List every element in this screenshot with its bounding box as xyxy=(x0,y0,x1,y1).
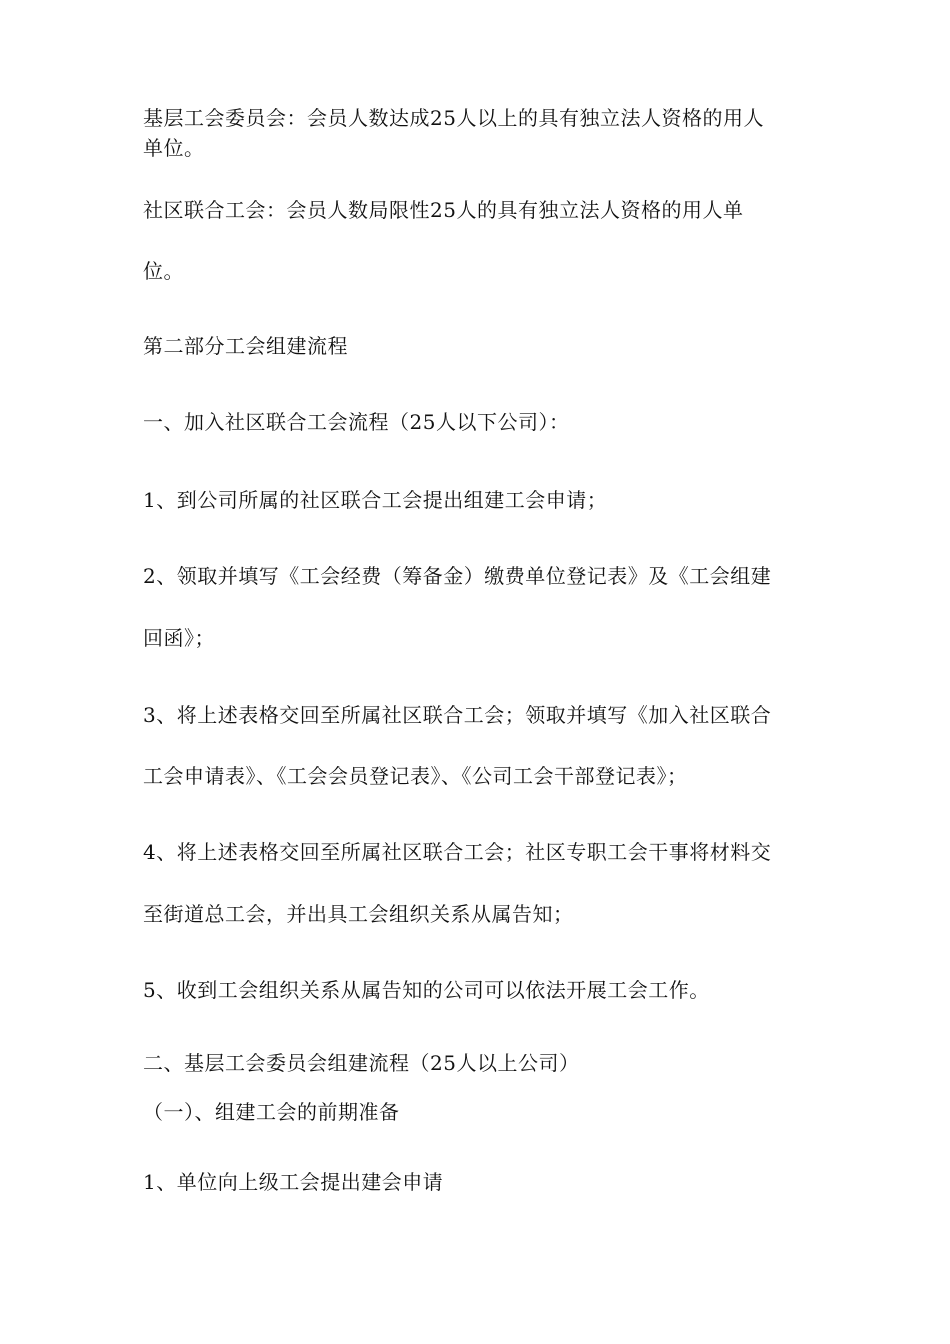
subsection-heading: 二、基层工会委员会组建流程（25人以上公司） xyxy=(143,1051,580,1075)
list-item-continuation: 工会申请表》、《工会会员登记表》、《公司工会干部登记表》； xyxy=(143,764,688,788)
list-item: 4、将上述表格交回至所属社区联合工会；社区专职工会干事将材料交 xyxy=(143,840,772,864)
subsection-heading: 一、加入社区联合工会流程（25人以下公司）： xyxy=(143,410,570,434)
list-item: 5、收到工会组织关系从属告知的公司可以依法开展工会工作。 xyxy=(143,978,710,1002)
text-line: 单位。 xyxy=(143,136,205,160)
sub-subsection-heading: （一）、组建工会的前期准备 xyxy=(143,1100,400,1124)
list-item-continuation: 回函》； xyxy=(143,626,215,650)
section-heading: 第二部分工会组建流程 xyxy=(143,334,348,358)
list-item: 1、到公司所属的社区联合工会提出组建工会申请； xyxy=(143,488,608,512)
list-item: 2、领取并填写《工会经费（筹备金）缴费单位登记表》及《工会组建 xyxy=(143,564,772,588)
list-item: 1、单位向上级工会提出建会申请 xyxy=(143,1170,444,1194)
text-line: 位。 xyxy=(143,259,184,283)
text-line: 基层工会委员会：会员人数达成25人以上的具有独立法人资格的用人 xyxy=(143,106,764,130)
list-item: 3、将上述表格交回至所属社区联合工会；领取并填写《加入社区联合 xyxy=(143,703,772,727)
text-line: 社区联合工会：会员人数局限性25人的具有独立法人资格的用人单 xyxy=(143,198,744,222)
list-item-continuation: 至街道总工会，并出具工会组织关系从属告知； xyxy=(143,902,574,926)
